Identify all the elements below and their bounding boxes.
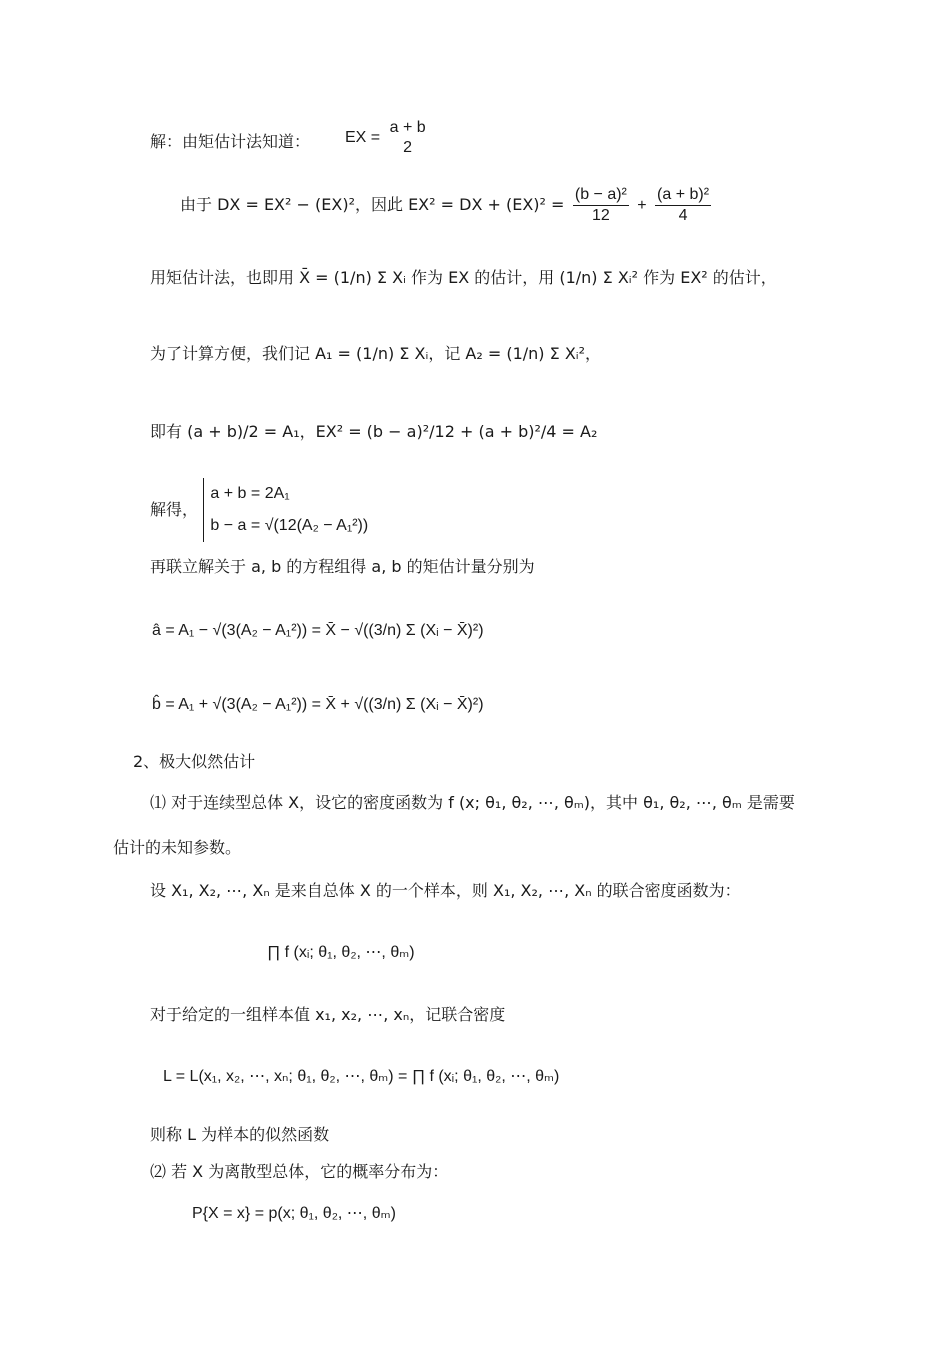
dx-frac-1-den: 12 bbox=[591, 207, 610, 224]
dx-frac-2-num: (a + b)² bbox=[655, 185, 711, 206]
eq-ex-den: 2 bbox=[403, 139, 413, 156]
sample-intro: 设 X₁, X₂, ⋯, Xₙ 是来自总体 X 的一个样本，则 X₁, X₂, ⋯, Xₙ 的联合密度函数为： bbox=[150, 881, 741, 900]
thus: 即有 (a + b)/2 = A₁，EX² = (b − a)²/12 + (a + b)²/4 = A₂ bbox=[150, 422, 598, 441]
eq-ex-num: a + b bbox=[389, 119, 426, 136]
estimator-b: b̂ = A₁ + √(3(A₂ − A₁²)) = X̄ + √((3/n) Σ (Xᵢ − X̄)²) bbox=[152, 696, 484, 713]
system-eq-2: b − a = √(12(A₂ − A₁²)) bbox=[210, 517, 369, 534]
estimator-a: â = A₁ − √(3(A₂ − A₁²)) = X̄ − √((3/n) Σ (Xᵢ − X̄)²) bbox=[152, 622, 484, 639]
dx-frac-2 bbox=[655, 185, 711, 226]
section-2-heading: 2、极大似然估计 bbox=[133, 752, 256, 771]
dx-plus: + bbox=[637, 197, 647, 214]
continuous-1: ⑴ 对于连续型总体 X，设它的密度函数为 f (x; θ₁, θ₂, ⋯, θₘ)，其中 θ₁, θ₂, ⋯, θₘ 是需要 bbox=[150, 793, 795, 812]
solve-line bbox=[150, 478, 368, 542]
eq-likelihood: L = L(x₁, x₂, ⋯, xₙ; θ₁, θ₂, ⋯, θₘ) = ∏ f (xᵢ; θ₁, θ₂, ⋯, θₘ) bbox=[163, 1068, 560, 1085]
solve-label: 解得， bbox=[150, 500, 199, 519]
eq-ex bbox=[345, 118, 431, 158]
eq-prob: P{X = x} = p(x; θ₁, θ₂, ⋯, θₘ) bbox=[192, 1205, 396, 1222]
dx-intro: 由于 DX = EX² − (EX)²，因此 EX² = DX + (EX)² = bbox=[180, 195, 565, 214]
dx-line bbox=[180, 185, 714, 226]
use-method: 用矩估计法，也即用 X̄ = (1/n) Σ Xᵢ 作为 EX 的估计，用 (1/n) Σ Xᵢ² 作为 EX² 的估计， bbox=[150, 268, 777, 287]
given-values: 对于给定的一组样本值 x₁, x₂, ⋯, xₙ，记联合密度 bbox=[150, 1005, 506, 1024]
simul: 再联立解关于 a, b 的方程组得 a, b 的矩估计量分别为 bbox=[150, 557, 535, 576]
equation-system bbox=[203, 478, 368, 542]
dx-frac-1-num: (b − a)² bbox=[573, 185, 629, 206]
moment-intro: 解：由矩估计法知道： bbox=[150, 132, 311, 151]
eq-ex-frac bbox=[388, 118, 428, 158]
continuous-2: 估计的未知参数。 bbox=[113, 838, 242, 857]
dx-frac-1 bbox=[573, 185, 629, 226]
dx-frac-2-den: 4 bbox=[678, 207, 688, 224]
system-eq-1: a + b = 2A₁ bbox=[210, 485, 290, 502]
convenience: 为了计算方便，我们记 A₁ = (1/n) Σ Xᵢ，记 A₂ = (1/n) Σ Xᵢ²， bbox=[150, 344, 602, 363]
discrete-intro: ⑵ 若 X 为离散型总体，它的概率分布为： bbox=[150, 1162, 449, 1181]
likelihood-def: 则称 L 为样本的似然函数 bbox=[150, 1125, 330, 1144]
eq-ex-lhs: EX = bbox=[345, 129, 381, 147]
eq-joint-density: ∏ f (xᵢ; θ₁, θ₂, ⋯, θₘ) bbox=[267, 944, 415, 961]
